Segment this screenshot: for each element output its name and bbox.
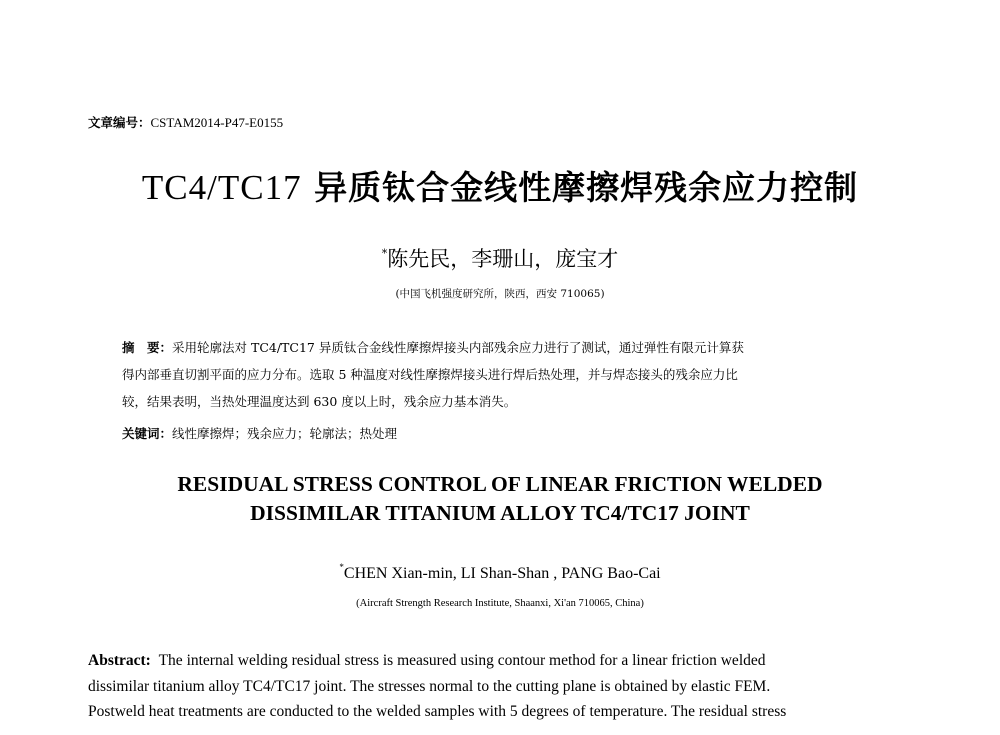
chinese-abstract-label: 摘 要： — [122, 340, 173, 355]
english-abstract-label: Abstract: — [88, 652, 151, 669]
article-number-label: 文章编号： — [88, 115, 151, 130]
chinese-affiliation: (中国飞机强度研究所，陕西，西安 710065) — [395, 288, 605, 300]
english-abstract-line-1: Abstract: The internal welding residual stress is measured using contour method for a linear friction welded — [88, 652, 766, 669]
chinese-title-alloy: TC4/TC17 — [141, 168, 302, 207]
chinese-author-names: 陈先民，李珊山，庞宝才 — [387, 247, 619, 271]
english-corresponding-marker: * — [339, 562, 344, 572]
english-abstract — [88, 648, 910, 735]
english-abstract-line-2: dissimilar titanium alloy TC4/TC17 joint. The stresses normal to the cutting plane is obtained by elastic FEM. — [88, 677, 771, 695]
chinese-abstract-line-3: 较，结果表明，当热处理温度达到 630 度以上时，残余应力基本消失。 — [122, 394, 517, 409]
chinese-keywords-label: 关键词： — [122, 426, 173, 441]
article-number — [88, 113, 283, 131]
chinese-authors — [0, 243, 1000, 273]
english-title-line-2: DISSIMILAR TITANIUM ALLOY TC4/TC17 JOINT — [250, 501, 750, 525]
english-affiliation: (Aircraft Strength Research Institute, Shaanxi, Xi'an 710065, China) — [356, 598, 644, 609]
corresponding-author-marker: * — [381, 247, 388, 260]
chinese-abstract — [122, 334, 882, 415]
chinese-keywords-text: 线性摩擦焊；残余应力；轮廓法；热处理 — [172, 426, 398, 441]
chinese-keywords — [122, 424, 882, 442]
english-authors — [0, 562, 1000, 583]
english-title-line-1: RESIDUAL STRESS CONTROL OF LINEAR FRICTION WELDED — [177, 472, 823, 496]
chinese-title — [0, 162, 1000, 209]
english-abstract-line-3: Postweld heat treatments are conducted to the welded samples with 5 degrees of temperature. The residual stress — [88, 703, 787, 720]
chinese-abstract-line-2: 得内部垂直切割平面的应力分布。选取 5 种温度对线性摩擦焊接头进行焊后热处理，并与焊态接头的残余应力比 — [122, 367, 738, 382]
article-number-value: CSTAM2014-P47-E0155 — [150, 115, 284, 130]
english-title — [0, 470, 1000, 528]
chinese-abstract-line-1: 摘 要：采用轮廓法对 TC4/TC17 异质钛合金线性摩擦焊接头内部残余应力进行了测试，通过弹性有限元计算获 — [122, 340, 744, 355]
chinese-title-text: 异质钛合金线性摩擦焊残余应力控制 — [301, 168, 859, 207]
english-author-names: CHEN Xian-min, LI Shan-Shan , PANG Bao-Cai — [343, 565, 661, 582]
